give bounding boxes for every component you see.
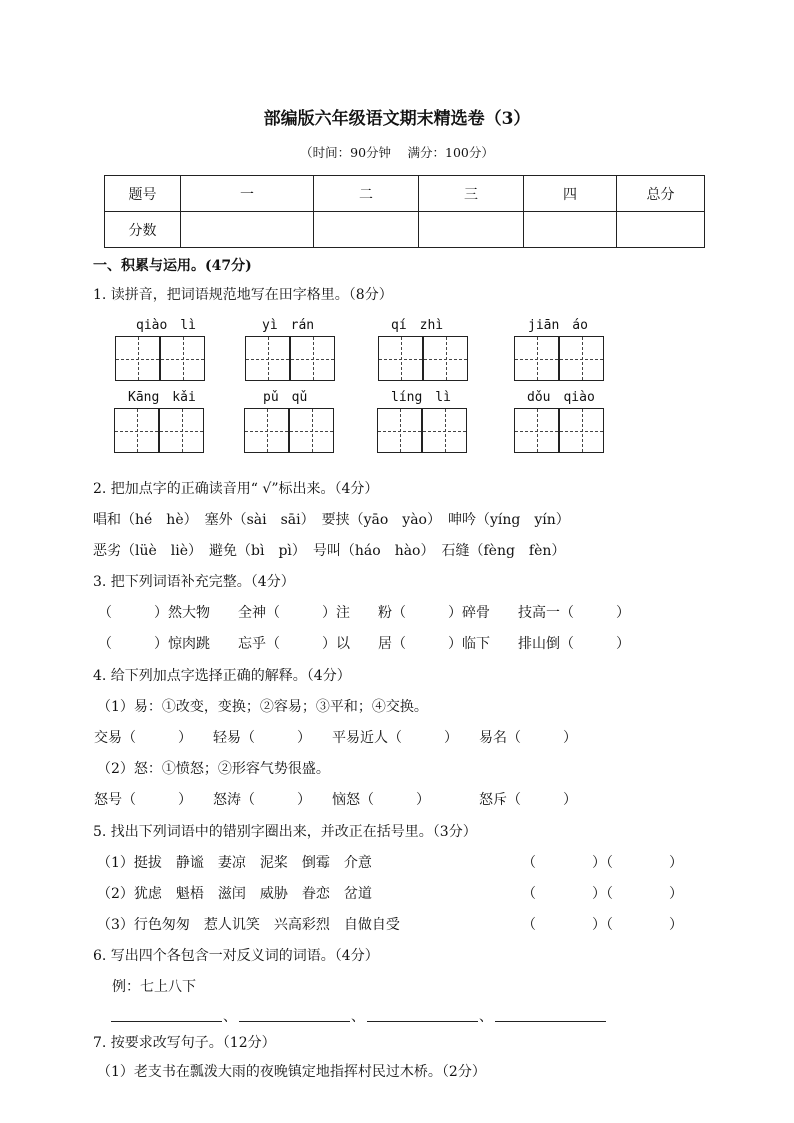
score-cell[interactable] (419, 212, 524, 248)
tianzige-box[interactable] (423, 336, 468, 381)
tianzige-box[interactable] (289, 408, 334, 453)
table-row-label: 分数 (105, 212, 181, 248)
pinyin-label: líng lì (391, 390, 451, 405)
score-table (104, 175, 705, 248)
answer-line: 怒号（ ） 怒涛（ ） 恼怒（ ） 怒斥（ ） (94, 792, 577, 808)
table-row (105, 176, 705, 212)
tianzige-box[interactable] (245, 336, 290, 381)
answer-blank[interactable] (367, 1020, 478, 1022)
table-header-cell: 二 (314, 176, 419, 212)
sub-question: （1）老支书在瓢泼大雨的夜晚镇定地指挥村民过木桥。（2分） (97, 1064, 486, 1080)
table-header-cell: 题号 (105, 176, 181, 212)
question-5: 5. 找出下列词语中的错别字圈出来，并改正在括号里。（3分） (93, 824, 477, 840)
pinyin-label: Kāng kǎi (128, 390, 196, 405)
question-3: 3. 把下列词语补充完整。（4分） (93, 574, 295, 590)
tianzige-box[interactable] (559, 408, 604, 453)
table-row (105, 212, 705, 248)
answer-blank[interactable] (239, 1020, 350, 1022)
separator: 、 (223, 1009, 237, 1025)
reading-choice-line: 唱和（hé hè） 塞外（sài sāi） 要挟（yāo yào） 呻吟（yíng yín） (93, 512, 570, 528)
pinyin-label: qí zhì (391, 318, 444, 333)
word-list-line: （1）挺拔 静谧 妻凉 泥桨 倒霉 介意 (97, 855, 372, 871)
page-subtitle: （时间：90分钟 满分：100分） (300, 145, 494, 160)
pinyin-label: yì rán (262, 318, 315, 333)
pinyin-label: qiào lì (136, 318, 196, 333)
tianzige-box[interactable] (422, 408, 467, 453)
score-cell[interactable] (314, 212, 419, 248)
tianzige-box[interactable] (115, 336, 160, 381)
table-header-cell: 总分 (617, 176, 705, 212)
word-list-line: （2）犹虑 魁梧 滋闰 威胁 眷恋 岔道 (97, 886, 372, 902)
question-7: 7. 按要求改写句子。（12分） (93, 1035, 276, 1051)
pinyin-label: jiān áo (528, 318, 588, 333)
section-heading: 一、积累与运用。(47分) (93, 258, 252, 274)
word-list-line: （3）行色匆匆 惹人讥笑 兴高彩烈 自做自受 (97, 917, 400, 933)
table-header-cell: 三 (419, 176, 524, 212)
answer-parens: （ ）（ ） (522, 886, 683, 902)
tianzige-box[interactable] (114, 408, 159, 453)
separator: 、 (351, 1009, 365, 1025)
tianzige-box[interactable] (160, 336, 205, 381)
tianzige-box[interactable] (244, 408, 289, 453)
tianzige-box[interactable] (378, 336, 423, 381)
answer-blank[interactable] (495, 1020, 606, 1022)
question-6: 6. 写出四个各包含一对反义词的词语。（4分） (93, 948, 379, 964)
tianzige-box[interactable] (290, 336, 335, 381)
answer-parens: （ ）（ ） (522, 917, 683, 933)
tianzige-box[interactable] (159, 408, 204, 453)
tianzige-box[interactable] (514, 408, 559, 453)
table-header-cell: 四 (524, 176, 617, 212)
example-text: 例：七上八下 (112, 979, 196, 995)
definition-line: （2）怒：①愤怒；②形容气势很盛。 (97, 761, 330, 777)
answer-blank[interactable] (111, 1020, 222, 1022)
fill-in-line: （ ）惊肉跳 忘乎（ ）以 居（ ）临下 排山倒（ ） (98, 636, 630, 652)
question-2: 2. 把加点字的正确读音用“ √”标出来。（4分） (93, 481, 379, 497)
question-4: 4. 给下列加点字选择正确的解释。（4分） (93, 668, 351, 684)
definition-line: （1）易：①改变，变换；②容易；③平和；④交换。 (97, 699, 428, 715)
pinyin-label: dǒu qiào (527, 390, 595, 405)
answer-parens: （ ）（ ） (522, 855, 683, 871)
tianzige-box[interactable] (559, 336, 604, 381)
pinyin-label: pǔ qǔ (263, 390, 308, 405)
fill-in-line: （ ）然大物 全神（ ）注 粉（ ）碎骨 技高一（ ） (98, 605, 630, 621)
tianzige-box[interactable] (377, 408, 422, 453)
reading-choice-line: 恶劣（lüè liè） 避免（bì pì） 号叫（háo hào） 石缝（fèng fèn） (93, 543, 566, 559)
answer-line: 交易（ ） 轻易（ ） 平易近人（ ） 易名（ ） (94, 730, 577, 746)
tianzige-box[interactable] (514, 336, 559, 381)
page-title: 部编版六年级语文期末精选卷（3） (263, 109, 531, 129)
question-1: 1. 读拼音，把词语规范地写在田字格里。（8分） (93, 287, 393, 303)
score-cell[interactable] (181, 212, 314, 248)
separator: 、 (479, 1009, 493, 1025)
table-header-cell: 一 (181, 176, 314, 212)
score-cell[interactable] (524, 212, 617, 248)
score-cell[interactable] (617, 212, 705, 248)
